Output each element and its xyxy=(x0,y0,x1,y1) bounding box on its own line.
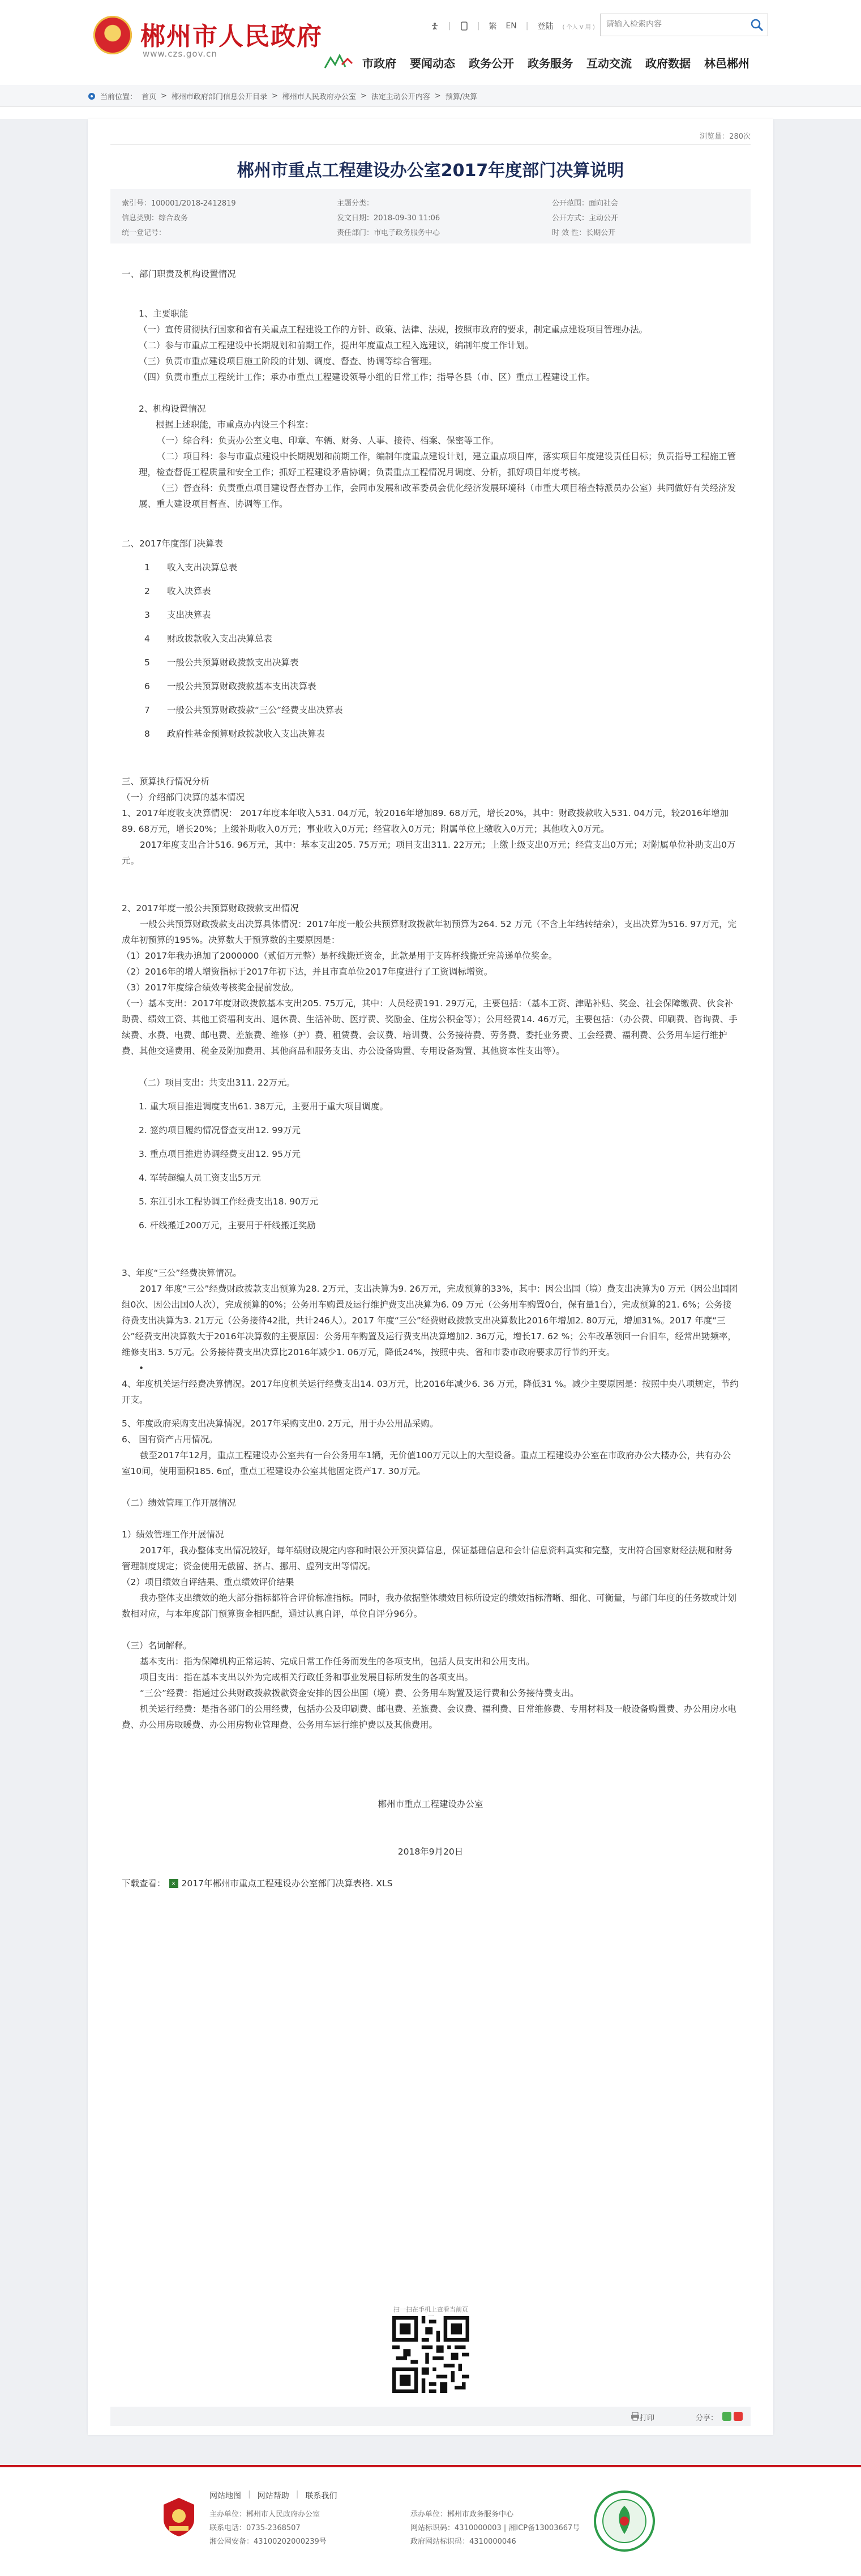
paragraph: 4、年度机关运行经费决算情况。2017年度机关运行经费支出14. 03万元，比2016年减少6. 36 万元，降低31 %。减少主要原因是：按照中央八项规定，节约开支。 xyxy=(122,1379,739,1405)
site-url: www.czs.gov.cn xyxy=(143,49,217,59)
divider xyxy=(110,144,751,145)
attachment-label: 下载查看： xyxy=(122,1878,166,1889)
breadcrumb-statutory[interactable]: 法定主动公开内容 xyxy=(371,93,430,101)
meta-category: 信息类别：综合政务 xyxy=(122,214,189,223)
icp-info[interactable]: 网站标识码：4310000003 | 湘ICP备13003667号 xyxy=(410,2524,580,2532)
reason-item: （1）2017年我办追加了2000000（贰佰万元整）是杯线搬迁资金，此款是用于支阵杯线搬迁完善递单位奖金。 xyxy=(122,951,558,961)
search-input[interactable] xyxy=(601,14,748,35)
help-link[interactable]: 网站帮助 xyxy=(257,2492,289,2501)
nav-item-interaction[interactable]: 互动交流 xyxy=(586,57,632,70)
police-record-info[interactable]: 湘公网安备：43100202000239号 xyxy=(209,2537,327,2546)
wechat-share-icon[interactable] xyxy=(722,2412,731,2421)
national-emblem-icon xyxy=(93,16,132,54)
table-list-item[interactable]: 8 政府性基金预算财政拨款收入支出决算表 xyxy=(144,729,325,739)
paragraph: 5、年度政府采购支出决算情况。2017年采购支出0. 2万元，用于办公用品采购。 xyxy=(122,1419,439,1429)
view-count: 浏览量：280次 xyxy=(700,133,751,141)
site-footer xyxy=(0,2467,861,2576)
party-government-badge-icon[interactable] xyxy=(161,2497,196,2537)
english-link[interactable]: EN xyxy=(506,22,517,31)
phone-info: 联系电话：0735-2368507 xyxy=(209,2524,301,2532)
meta-doc-no: 统一登记号： xyxy=(122,229,166,237)
article-card xyxy=(88,119,773,2435)
duty-item: （四）负责市重点工程统计工作；承办市重点工程建设领导小组的日常工作；指导各县（市、区）重点工程建设工作。 xyxy=(139,372,596,382)
term-definition: “三公”经费：指通过公共财政拨款拨款资金安排的因公出国（境）费、公务用车购置及运行费和公务接待费支出。 xyxy=(140,1688,579,1698)
paragraph: 一般公共预算财政拨款支出决算具体情况：2017年度一般公共预算财政拨款年初预算为264. 52 万元（不含上年结转结余），支出决算为516. 97万元，完成年初预算的195%。决算数大于预算数的主要原因是： xyxy=(122,919,736,945)
printer-icon[interactable] xyxy=(631,2412,640,2421)
nav-decoration-icon xyxy=(323,52,354,71)
nav-item-news[interactable]: 要闻动态 xyxy=(410,57,455,70)
login-note: ( 个人 V 用 ) xyxy=(562,24,595,31)
project-item: 3. 重点项目推进协调经费支出12. 95万元 xyxy=(139,1149,301,1159)
nav-item-government-services[interactable]: 政务服务 xyxy=(528,57,573,70)
login-link[interactable]: 登陆 xyxy=(537,22,554,31)
site-header xyxy=(0,0,861,85)
reason-item: （2）2016年的增人增资指标于2017年初下达，并且市直单位2017年度进行了工资调标增资。 xyxy=(122,967,493,977)
print-share-bar xyxy=(110,2407,751,2426)
search-icon[interactable] xyxy=(749,18,764,32)
term-definition: 基本支出：指为保障机构正常运转、完成日常工作任务而发生的各项支出，包括人员支出和公用支出。 xyxy=(140,1656,535,1667)
meta-publish-date: 发文日期：2018-09-30 11:06 xyxy=(337,214,440,223)
subsection-heading: （一）介绍部门决算的基本情况 xyxy=(122,792,245,802)
breadcrumb-label: 当前位置： xyxy=(100,93,138,101)
signature-org: 郴州市重点工程建设办公室 xyxy=(378,1799,483,1809)
table-list-item[interactable]: 3 支出决算表 xyxy=(144,610,211,620)
footer-info-right xyxy=(410,2508,580,2549)
site-id-info: 政府网站标识码：4310000046 xyxy=(410,2537,516,2546)
org-intro: 根据上述职能，市重点办内设三个科室： xyxy=(156,420,314,430)
article-body xyxy=(122,266,739,1891)
search-box xyxy=(600,14,768,36)
nav-item-government-data[interactable]: 政府数据 xyxy=(645,57,691,70)
subsection-heading: （二）项目支出：共支出311. 22万元。 xyxy=(139,1078,295,1088)
sponsor-info: 主办单位：郴州市人民政府办公室 xyxy=(209,2510,320,2519)
footer-links: 网站地图 | 网站帮助 | 联系我们 xyxy=(209,2490,337,2501)
attachment xyxy=(122,1876,739,1891)
nav-item-city-government[interactable]: 市政府 xyxy=(362,57,396,70)
section-heading: 三、预算执行情况分析 xyxy=(122,776,210,787)
subsection-heading: 3、年度“三公”经费决算情况。 xyxy=(122,1268,242,1278)
subsection-heading: 6、 国有资产占用情况。 xyxy=(122,1434,218,1445)
section-heading: （二）绩效管理工作开展情况 xyxy=(122,1498,236,1508)
project-item: 4. 军转超编人员工资支出5万元 xyxy=(139,1173,261,1183)
duty-item: （二）参与市重点工程建设中长期规划和前期工作，提出年度重点工程入选建议，编制年度工作计划。 xyxy=(139,340,534,351)
paragraph: 2017年，我办整体支出情况较好，每年绩财政规定内容和时限公开预决算信息，保证基础信息和会计信息资料真实和完整，支出符合国家财经法规和财务管理制度规定；资金使用无截留、挤占、挪用、虚列支出等情况。 xyxy=(122,1545,733,1571)
mobile-icon[interactable] xyxy=(460,22,468,31)
subsection-heading: 2、2017年度一般公共预算财政拨款支出情况 xyxy=(122,903,299,913)
table-list-item[interactable]: 1 收入支出决算总表 xyxy=(144,562,238,573)
table-list-item[interactable]: 4 财政拨款收入支出决算总表 xyxy=(144,634,273,644)
meta-scope: 公开范围：面向社会 xyxy=(552,199,619,208)
subsection-heading: 2、机构设置情况 xyxy=(139,404,206,414)
location-icon xyxy=(88,92,96,100)
divider: | xyxy=(477,22,480,31)
breadcrumb-current[interactable]: 预算/决算 xyxy=(445,93,478,101)
term-definition: 机关运行经费：是指各部门的公用经费，包括办公及印刷费、邮电费、差旅费、会议费、福利费、日常维修费、专用材料及一般设备购置费、办公用房水电费、办公用房取暖费、办公用房物业管理费、公务用车运行维护费以及其他费用。 xyxy=(122,1704,737,1730)
sitemap-link[interactable]: 网站地图 xyxy=(209,2492,241,2501)
excel-file-icon: x xyxy=(169,1879,178,1888)
page-title: 郴州市重点工程建设办公室2017年度部门决算说明 xyxy=(237,161,624,181)
paragraph: 1、2017年度收支决算情况： 2017年度本年收入531. 04万元，较2016年增加89. 68万元，增长20%，其中：财政拨款收入531. 04万元，较2016年增加89. 68万元，增长20%；上级补助收入0万元；事业收入0万元；经营收入0万元；附属单位上缴收入0万元；其他收入0万元。 xyxy=(122,808,729,834)
meta-method: 公开方式：主动公开 xyxy=(552,214,619,223)
paragraph: 2017 年度“三公”经费财政拨款支出预算为28. 2万元，支出决算为9. 26万元，完成预算的33%，其中：因公出国（境）费支出决算为0 万元（因公出国团组0次、因公出国0人次），完成预算的0%；公务用车购置及运行维护费支出决算为6. 09 万元（公务用车购置0台，保有量1台），完成预算的21. 6%；公务接待费支出决算为3. 21万元（公务接待42批，共计246人）。2017 年度“三公”经费财政拨款支出决算数比2016年增加2. 80万元，增加31%。2017 年度“三公”经费支出决算数大于2016年决算数的主要原因：公务用车购置及运行费支出决算增加2. 36万元，增长17. 62 %；公车改革领回一台旧车，经常出勤频率，维修支出3. 5万元。公务接待费支出决算比2016年减少1. 06万元，降低24%，按照中央、省和市委市政府要求厉行节约开支。 xyxy=(122,1284,738,1357)
weibo-share-icon[interactable] xyxy=(734,2412,743,2421)
government-website-seal-icon[interactable] xyxy=(593,2490,656,2552)
signature-date: 2018年9月20日 xyxy=(397,1847,464,1857)
organizer-info: 承办单位：郴州市政务服务中心 xyxy=(410,2510,514,2519)
divider: | xyxy=(448,22,451,31)
org-unit: （三）督查科：负责重点项目建设督查督办工作，会同市发展和改革委员会优化经济发展环境科（市重大项目稽查特派员办公室）共同做好有关经济发展、重大建设项目督查、协调等工作。 xyxy=(139,483,736,509)
share-label: 分享： xyxy=(695,2414,718,2423)
duty-item: （三）负责市重点建设项目施工阶段的计划、调度、督查、协调等综合管理。 xyxy=(139,356,438,366)
paragraph: 我办整体支出绩效的绝大部分指标都符合评价标准指标。同时，我办依据整体绩效目标所设定的绩效指标清晰、细化、可衡量，与部门年度的任务数或计划数相对应，与本年度部门预算资金相匹配，通过认真自评，单位自评分96分。 xyxy=(122,1593,737,1619)
paragraph: 2017年度支出合计516. 96万元，其中：基本支出205. 75万元；项目支出311. 22万元；上缴上级支出0万元；经营支出0万元；对附属单位补助支出0万元。 xyxy=(122,840,736,866)
breadcrumb-bar xyxy=(0,85,861,107)
project-item: 6. 杆线搬迁200万元，主要用于杆线搬迁奖励 xyxy=(139,1220,316,1231)
breadcrumb-office[interactable]: 郴州市人民政府办公室 xyxy=(282,93,356,101)
duty-item: （一）宣传贯彻执行国家和省有关重点工程建设工作的方针、政策、法律、法规，按照市政府的要求，制定重点建设项目管理办法。 xyxy=(139,324,648,335)
breadcrumb-home[interactable]: 首页 xyxy=(142,93,157,101)
table-list-item[interactable]: 5 一般公共预算财政拨款支出决算表 xyxy=(144,657,299,668)
meta-index-no: 索引号：100001/2018-2412819 xyxy=(122,199,236,208)
project-item: 1. 重大项目推进调度支出61. 38万元，主要用于重大项目调度。 xyxy=(139,1101,389,1112)
main-nav xyxy=(362,54,749,71)
meta-source: 责任部门：市电子政务服务中心 xyxy=(337,229,440,237)
footer-info-left xyxy=(209,2508,327,2549)
paragraph: 截至2017年12月，重点工程建设办公室共有一台公务用车1辆，无价值100万元以上的大型设备。重点工程建设办公室在市政府办公大楼办公，共有办公室10间，使用面积185. 6㎡，重点工程建设办公室其他固定资产17. 30万元。 xyxy=(122,1450,731,1476)
table-list-item[interactable]: 6 一般公共预算财政拨款基本支出决算表 xyxy=(144,681,316,691)
print-button[interactable]: 打印 xyxy=(639,2414,654,2423)
reason-item: （3）2017年度综合绩效考核奖金提前发放。 xyxy=(122,982,299,993)
project-item: 5. 东江引水工程协调工作经费支出18. 90万元 xyxy=(139,1197,319,1207)
nav-item-linyi-chenzhou[interactable]: 林邑郴州 xyxy=(704,57,749,70)
meta-subject: 主题分类： xyxy=(337,199,374,208)
contact-link[interactable]: 联系我们 xyxy=(305,2492,337,2501)
section-heading: 一、部门职责及机构设置情况 xyxy=(122,269,236,279)
qr-caption: 扫一扫在手机上查看当前页 xyxy=(393,2306,468,2313)
accessibility-icon[interactable] xyxy=(430,22,439,31)
org-unit: （二）项目科：参与市重点建设中长期规划和前期工作，编制年度重点建设计划，建立重点项目库，落实项目年度建设责任目标；负责指导工程施工管理，检查督促工程质量和安全工作；抓好工程建设矛盾协调；负责重点工程情况月调度、分析，抓好项目年度考核。 xyxy=(139,451,736,477)
qr-code-block xyxy=(391,2305,470,2395)
table-list-item[interactable]: 7 一般公共预算财政拨款“三公”经费支出决算表 xyxy=(144,705,343,715)
qr-code-icon xyxy=(392,2316,469,2393)
nav-item-government-affairs[interactable]: 政务公开 xyxy=(469,57,514,70)
bullet: • xyxy=(139,1363,144,1373)
document-metadata xyxy=(110,189,751,243)
section-heading: 二、2017年度部门决算表 xyxy=(122,539,223,549)
table-list-item[interactable]: 2 收入决算表 xyxy=(144,586,211,596)
divider: | xyxy=(525,22,529,31)
subsection-heading: 1）绩效管理工作开展情况 xyxy=(122,1530,224,1540)
project-item: 2. 签约项目履约情况督查支出12. 99万元 xyxy=(139,1125,301,1135)
breadcrumb: 当前位置： 首页 > 郴州市政府部门信息公开目录 > 郴州市人民政府办公室 > 法定主动公开内容 > 预算/决算 xyxy=(88,91,477,101)
subsection-heading: （2）项目绩效自评结果、重点绩效评价结果 xyxy=(122,1577,294,1587)
traditional-chinese-link[interactable]: 繁 xyxy=(489,22,497,31)
paragraph: （一）基本支出：2017年度财政拨款基本支出205. 75万元，其中：人员经费191. 29万元，主要包括：（基本工资、津贴补贴、奖金、社会保障缴费、伙食补助费、绩效工资、其他工资福利支出、退休费、生活补助、医疗费、奖励金、住房公积金等）；公用经费14. 46万元，主要包括：（办公费、印刷费、咨询费、手续费、水费、电费、邮电费、差旅费、维修（护）费、租赁费、会议费、培训费、公务接待费、劳务费、委托业务费、工会经费、福利费、公务用车运行维护费、其他交通费用、税金及附加费用、其他商品和服务支出、办公设备购置、专用设备购置、其他资本性支出等）。 xyxy=(122,998,738,1056)
subsection-heading: （三）名词解释。 xyxy=(122,1641,192,1651)
meta-validity: 时 效 性：长期公开 xyxy=(552,229,616,237)
subsection-heading: 1、主要职能 xyxy=(139,309,189,319)
site-title[interactable]: 郴州市人民政府 xyxy=(140,22,323,51)
term-definition: 项目支出：指在基本支出以外为完成相关行政任务和事业发展目标所发生的各项支出。 xyxy=(140,1672,474,1682)
breadcrumb-catalog[interactable]: 郴州市政府部门信息公开目录 xyxy=(171,93,267,101)
attachment-link[interactable]: 2017年郴州市重点工程建设办公室部门决算表格. XLS xyxy=(181,1878,393,1889)
org-unit: （一）综合科：负责办公室文电、印章、车辆、财务、人事、接待、档案、保密等工作。 xyxy=(157,435,499,446)
